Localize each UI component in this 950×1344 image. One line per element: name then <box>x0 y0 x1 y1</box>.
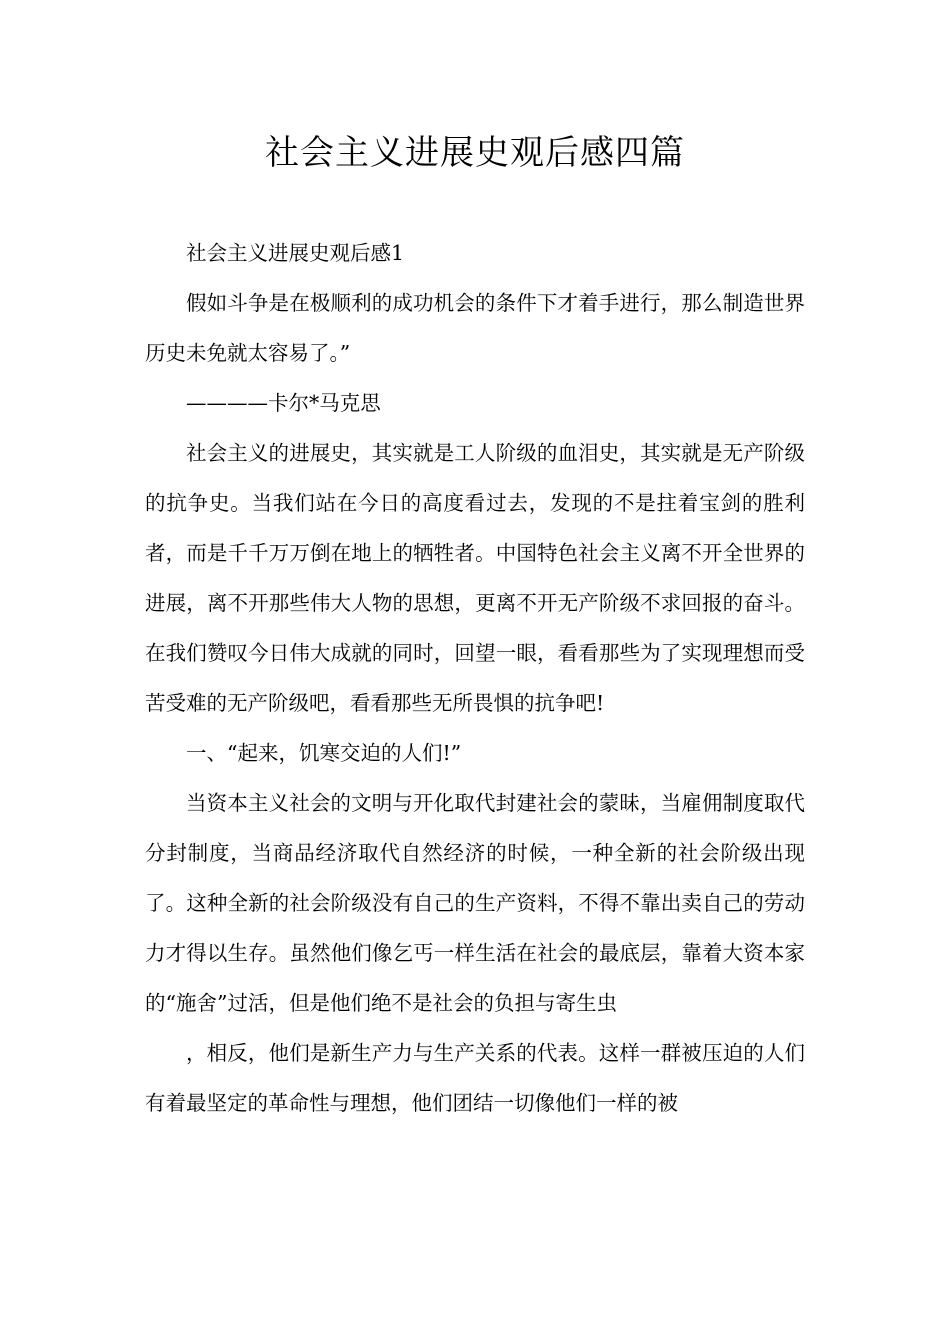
body-paragraph: 社会主义的进展史，其实就是工人阶级的血泪史，其实就是无产阶级的抗争史。当我们站在今日的高度看过去，发现的不是拄着宝剑的胜利者，而是千千万万倒在地上的牺牲者。中国特色社会主义离不开全世界的进展，离不开那些伟大人物的思想，更离不开无产阶级不求回报的奋斗。在我们赞叹今日伟大成就的同时，回望一眼，看看那些为了实现理想而受苦受难的无产阶级吧，看看那些无所畏惧的抗争吧! <box>145 441 805 715</box>
body-paragraph: 当资本主义社会的文明与开化取代封建社会的蒙昧，当雇佣制度取代分封制度，当商品经济取代自然经济的时候，一种全新的社会阶级出现了。这种全新的社会阶级没有自己的生产资料，不得不靠出卖自己的劳动力才得以生存。虽然他们像乞丐一样生活在社会的最底层，靠着大资本家的“施舍”过活，但是他们绝不是社会的负担与寄生虫 <box>145 791 805 1015</box>
quote-paragraph: 假如斗争是在极顺利的成功机会的条件下才着手进行，那么制造世界历史未免就太容易了。” <box>145 291 805 365</box>
section-heading: 社会主义进展史观后感1 <box>186 241 405 265</box>
document-body <box>145 228 805 1128</box>
quote-attribution: ————卡尔*马克思 <box>186 391 381 415</box>
body-paragraph: ，相反，他们是新生产力与生产关系的代表。这样一群被压迫的人们有着最坚定的革命性与理想，他们团结一切像他们一样的被 <box>145 1041 805 1115</box>
document-title: 社会主义进展史观后感四篇 <box>265 133 685 173</box>
subsection-heading: 一、“起来，饥寒交迫的人们!” <box>186 741 462 765</box>
